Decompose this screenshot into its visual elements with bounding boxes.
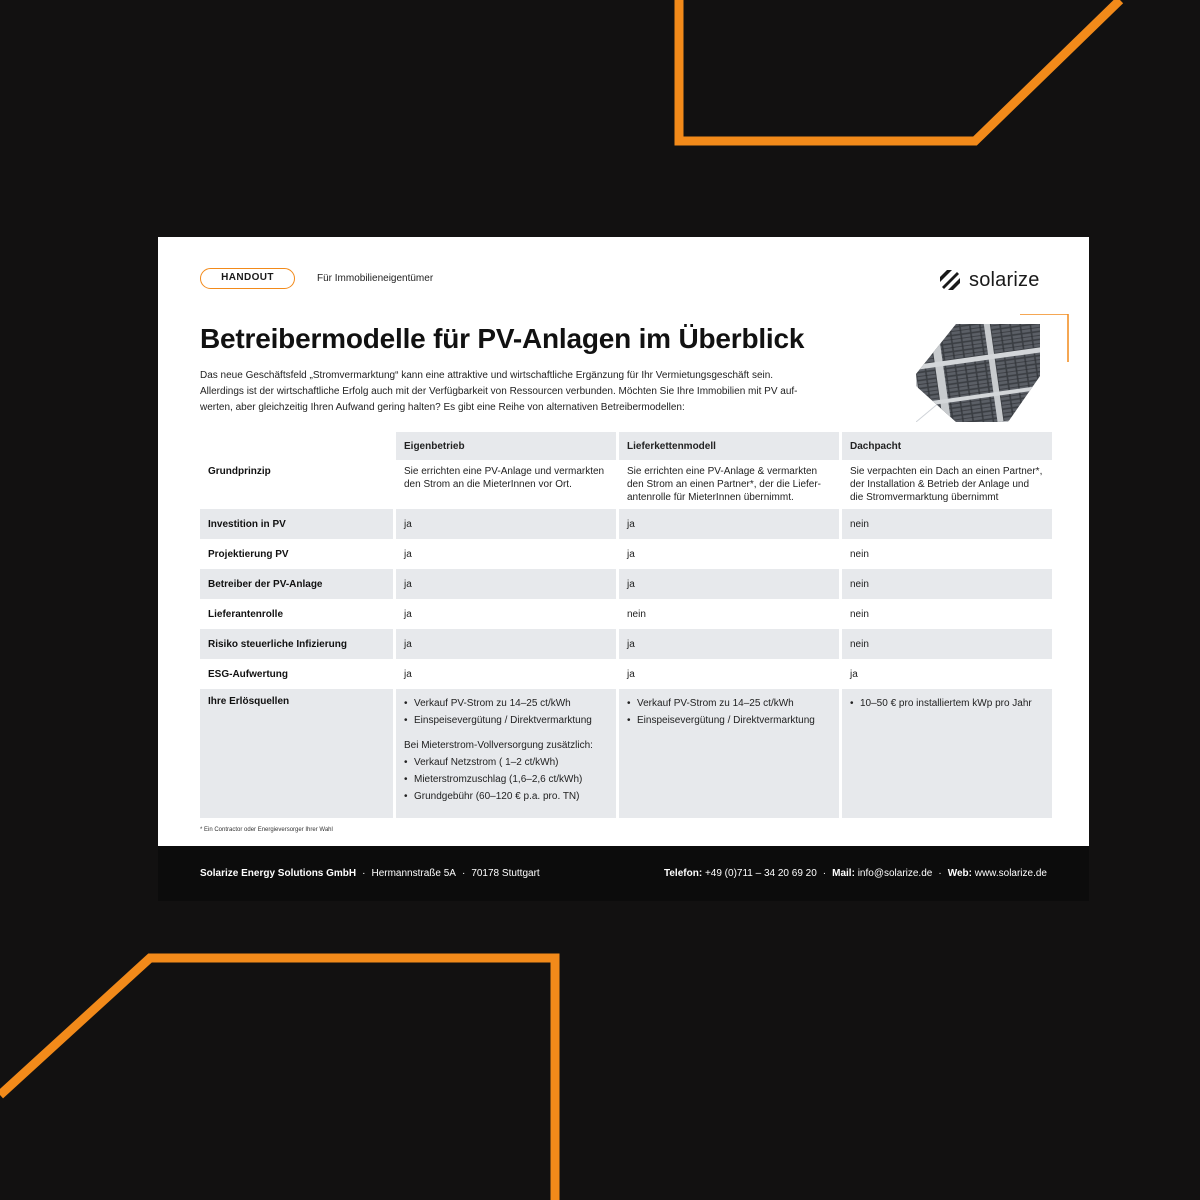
list-item: • Mieterstromzuschlag (1,6–2,6 ct/kWh) [404,771,608,788]
footer-contact [664,868,1047,879]
footer-separator: · [362,868,366,879]
list-item: • Grundgebühr (60–120 € p.a. pro. TN) [404,788,608,805]
footer-street: Hermannstraße 5A [371,868,456,879]
photo-image [916,314,1072,422]
column-header-dachpacht: Dachpacht [842,432,1052,460]
footer-phone[interactable]: +49 (0)711 – 34 20 69 20 [704,868,817,879]
row-label: Risiko steuerliche Infizierung [200,629,393,659]
table-cell: ja [404,548,412,560]
audience-label: Für Immobilieneigentümer [317,273,434,284]
footer-phone-label: Telefon: [664,868,703,879]
row-label: Investition in PV [200,509,393,539]
table-cell: ja [627,548,635,560]
cell-grundprinzip-eigenbetrieb [396,460,616,509]
table-cell: ja [396,569,616,599]
cell-erloesquellen-eigenbetrieb [396,689,616,818]
footer-separator: · [938,868,942,879]
column-header-eigenbetrieb: Eigenbetrieb [396,432,616,460]
solarize-logo-icon [938,268,962,292]
footer-mail-link[interactable]: info@solarize.de [857,868,933,879]
list-item: • 10–50 € pro installiertem kWp pro Jahr [850,695,1044,712]
table-cell: nein [627,608,646,620]
table-cell: ja [619,569,839,599]
cell-grundprinzip-dachpacht [842,460,1052,509]
row-label: Ihre Erlösquellen [200,689,393,818]
table-row [200,599,1052,629]
footer-web-label: Web: [947,868,972,879]
row-label: Projektierung PV [208,548,289,560]
cell-line: den Strom an die MieterInnen vor Ort. [404,479,572,490]
footer-address [200,868,540,879]
list-item: • Einspeisevergütung / Direktvermarktung [627,712,831,729]
table-row [200,659,1052,689]
table-header-row [200,432,1052,460]
table-row-grundprinzip [200,460,1052,509]
intro-line: Allerdings ist der wirtschaftliche Erfolg auch mit der Verfügbarkeit von Ressourcen verbunden. Möchten Sie Ihre Immobilien mit PV auf- [200,386,798,397]
footer-web-link[interactable]: www.solarize.de [974,868,1047,879]
list-item: • Einspeisevergütung / Direktvermarktung [404,712,608,729]
list-item: • Verkauf PV-Strom zu 14–25 ct/kWh [627,695,831,712]
cell-line: Sie verpachten ein Dach an einen Partner*, [850,466,1043,477]
table-row [200,629,1052,659]
bottom-frame-line [0,958,555,1200]
row-label: Lieferantenrolle [208,608,284,620]
table-row [200,539,1052,569]
table-cell: ja [404,668,412,680]
header-empty-cell [200,432,393,460]
cell-grundprinzip-lieferkettenmodell [619,460,839,509]
table-cell: ja [404,608,412,620]
footnote: * Ein Contractor oder Energieversorger Ihrer Wahl [200,827,333,833]
list-subheading: Bei Mieterstrom-Vollversorgung zusätzlich: [404,740,593,751]
cell-line: den Strom an einen Partner*, der die Liefer- [627,479,821,490]
cell-line: antenrolle für MieterInnen übernimmt. [627,492,794,503]
footer-company: Solarize Energy Solutions GmbH [200,868,357,879]
intro-line: Das neue Geschäftsfeld „Stromvermarktung“ kann eine attraktive und wirtschaftliche Ergänzung für Ihr Vermietungsgeschäft sein. [200,370,774,381]
table-cell: ja [396,509,616,539]
table-row [200,569,1052,599]
page-title: Betreibermodelle für PV-Anlagen im Überblick [200,323,805,354]
cell-line: Sie errichten eine PV-Anlage & vermarkten [627,466,818,477]
cell-line: der Installation & Betrieb der Anlage und [850,479,1030,490]
table-cell: ja [627,668,635,680]
footer-mail-label: Mail: [832,868,855,879]
table-cell: ja [619,509,839,539]
solarize-logo [938,268,1040,292]
table-row-erloesquellen [200,689,1052,818]
table-cell: nein [842,569,1052,599]
cell-erloesquellen-dachpacht [842,689,1052,818]
footer-separator: · [822,868,827,879]
table-cell: nein [842,629,1052,659]
operator-models-table [197,432,1055,818]
table-cell: nein [850,608,869,620]
table-cell: nein [842,509,1052,539]
row-label: Betreiber der PV-Anlage [200,569,393,599]
column-header-lieferkettenmodell: Lieferkettenmodell [619,432,839,460]
footer-bar [158,846,1089,901]
table-cell: ja [850,668,858,680]
table-row [200,509,1052,539]
cell-erloesquellen-lieferkettenmodell [619,689,839,818]
handout-badge: HANDOUT [200,268,295,289]
intro-line: werten, aber gleichzeitig Ihren Aufwand gering halten? Es gibt eine Reihe von alternativen Betreibermodellen: [200,402,685,413]
table-cell: ja [396,629,616,659]
table-cell: nein [850,548,869,560]
cell-line: Sie errichten eine PV-Anlage und vermarkten [404,466,605,477]
row-label: Grundprinzip [208,466,271,477]
row-label: ESG-Aufwertung [208,668,288,680]
list-item: • Verkauf PV-Strom zu 14–25 ct/kWh [404,695,608,712]
solarize-wordmark: solarize [969,268,1040,291]
top-frame-line [679,0,1120,141]
solar-roof-photo [916,314,1072,422]
list-item: • Verkauf Netzstrom ( 1–2 ct/kWh) [404,754,608,771]
footer-separator: · [461,868,466,879]
table-cell: ja [619,629,839,659]
cell-line: die Stromvermarktung übernimmt [850,492,999,503]
intro-paragraph [200,368,800,416]
handout-sheet [158,237,1089,901]
footer-city: 70178 Stuttgart [471,868,540,879]
